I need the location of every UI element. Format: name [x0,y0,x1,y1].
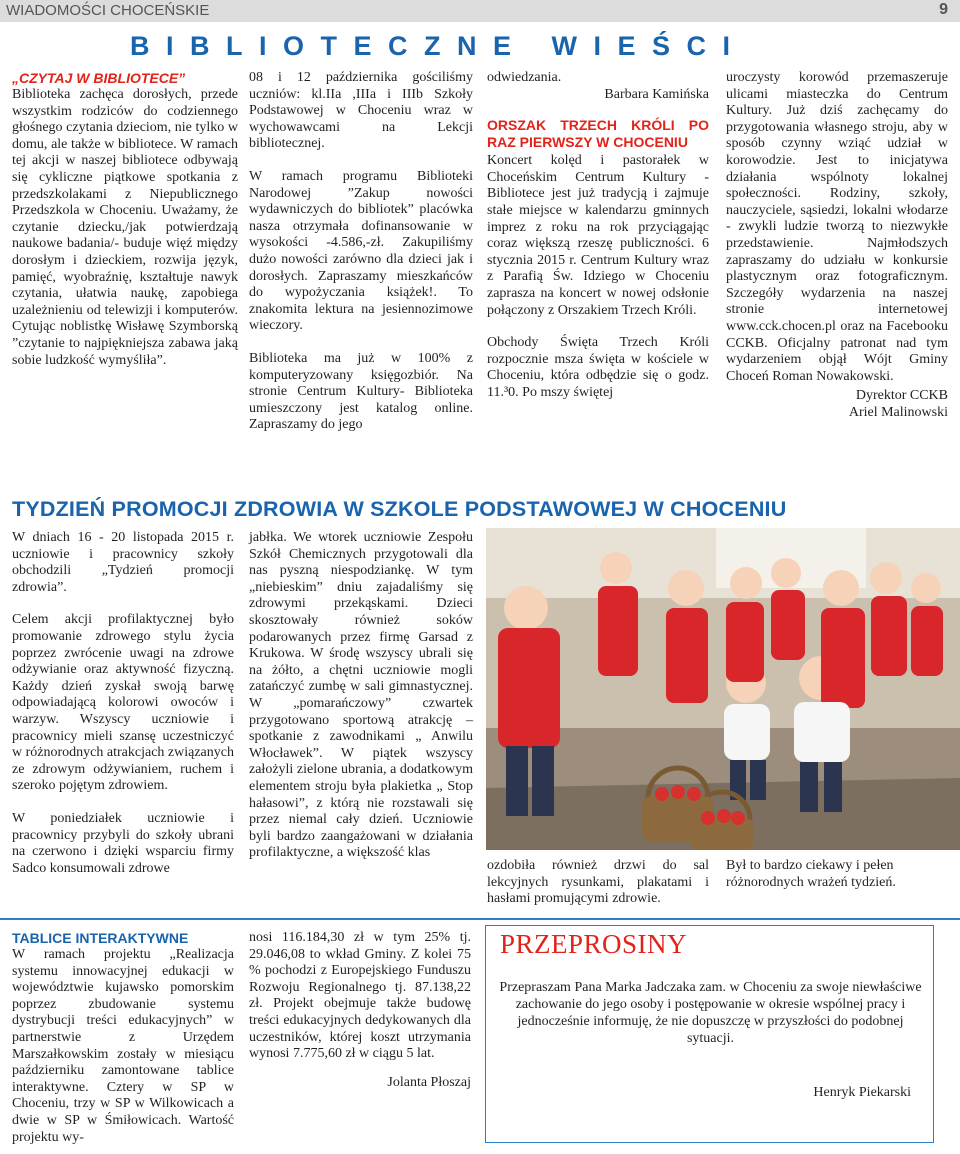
visit-text: odwiedzania. [487,70,562,85]
apology-box [485,925,934,1143]
apology-signature: Henryk Piekarski [813,1085,911,1100]
tablice-column-2 [249,930,471,1091]
orszak-text: Koncert kolęd i pastorałek w Choceńskim Centrum Kultury - Bibliotece jest już tradycją i zajmuje stałe miejsce w kalendarzu gminnych imprez z roku na rok przyciągając coraz większą rzeszę publiczności. 6 stycznia 2015 r. Centrum Kultury wraz z Parafią Św. Idziego w Choceniu zaprasza na koncert w nowej odsłonie połączony z Orszakiem Trzech Króli. [487,153,709,318]
apology-text: Przepraszam Pana Marka Jadczaka zam. w Choceniu za swoje niewłaściwe zachowanie do jego osoby i postępowanie w okresie wspólnej pracy i jednocześnie informuję, że nie dopuszczę w przyszłości do podobnej sytuacji. [499,980,922,1046]
orszak-mass-text: Obchody Święta Trzech Króli rozpocznie msza święta w kościele w Choceniu, która odbędzie się o godz. 11.³0. Po mszy świętej [487,335,709,400]
apology-title: PRZEPROSINY [500,929,688,959]
health-week-days: jabłka. We wtorek uczniowie Zespołu Szkół Chemicznych przygotowali dla nas pyszną niespodziankę. W tym „niebieskim” dniu zajadaliśmy się zdrowymi przekąskami. Dzieci skosztowały również soków podarowanych przez firmę Garsad z Krukowa. W środę wszyscy ubrali się na żółto, a chętni uczniowie mogli zatańczyć zumbę w sali gimnastycznej. W „pomarańczowy” czwartek przygotowano sportową atrakcję – spotkanie z zawodnikami „ Anwilu Włocławek”. W piątek wszyscy założyli zielone ubrania, a dodatkowym elementem stroju była plakietka „ Stop hałasowi”, z którą nie rozstawali się przez niemal cały dzień. Uczniowie byli bardzo zaangażowani w działania profilaktyczne, a większość klas [249,530,473,861]
national-library-text: W ramach programu Biblioteki Narodowej ”Zakup nowości wydawniczych do bibliotek” placówka nasza otrzymała dofinansowanie w wysokości -4.586,-zł. Zakupiliśmy dużo nowości zarówno dla dzieci jak i dorosłych. Zapraszamy mieszkańców do wypożyczania książek!. To znakomita lektura na jesiennozimowe wieczory. [249,168,473,334]
author-kaminska: Barbara Kamińska [604,86,709,102]
library-column-3 [487,70,709,402]
library-column-4 [726,70,948,421]
signature-role: Dyrektor CCKB [855,388,948,404]
library-column-2 [249,70,473,434]
health-monday: W poniedziałek uczniowie i pracownicy przybyli do szkoły ubrani na czerwono i dzięki wsparciu firmy Sadco konsumowali zdrowe [12,810,234,876]
tablice-text-2: nosi 116.184,30 zł w tym 25% tj. 29.046,08 to wkład Gminy. Z kolei 75 % pochodzi z Europejskiego Funduszu Rozwoju Regionalnego tj. 87.138,22 zł. Projekt obejmuje także budowę treści edukacyjnych dedykowanych dla uczestników, której koszt utrzymania wynosi 7.775,60 zł w ciągu 5 lat. [249,930,471,1062]
tablice-heading: TABLICE INTERAKTYWNE [12,930,189,946]
catalog-text: Biblioteka ma już w 100% z komputeryzowany księgozbiór. Na stronie Centrum Kultury- Biblioteka umieszczony jest katalog online. Zapraszamy do jego [249,350,473,433]
lesson-text: 08 i 12 października gościliśmy uczniów: kl.IIa ,IIIa i IIIb Szkoły Podstawowej w Choceniu wraz w wychowawcami na Lekcji bibliotecznej. [249,70,473,152]
tablice-author: Jolanta Płoszaj [387,1074,471,1090]
health-column-3 [487,858,709,908]
signature-name: Ariel Malinowski [848,404,948,420]
tablice-text-1: W ramach projektu „Realizacja systemu innowacyjnej edukacji w województwie kujawsko pomorskim poprzez zbudowanie systemu dystrybucji treści edukacyjnych” w partnerstwie z Urzędem Marszałkowskim zostały w miesiącu październiku zamontowane tablice interaktywne. Cztery w SP w Choceniu, trzy w SP w Wilkowicach a dwie w SP w Śmiłowicach. Wartość projektu wy- [12,947,234,1145]
health-week-title: TYDZIEŃ PROMOCJI ZDROWIA W SZKOLE PODSTAWOWEJ W CHOCENIU [12,497,787,521]
health-column-2 [249,530,473,862]
page-number: 9 [939,1,948,18]
health-column-1 [12,530,234,877]
health-goal: Celem akcji profilaktycznej było promowanie zdrowego stylu życia poprzez zwrócenie uwagi na zdrowe odżywianie oraz aktywność fizyczną. Każdy dzień zyskał swoją barwę odpowiadającą kolorowi owoców i warzyw. Wszyscy uczniowie i pracownicy mieli szansę uczestniczyć w różnorodnych atrakcjach związanych ze zdrowym odżywianiem, ruchem i szeroko pojętym zdrowiem. [12,612,234,794]
section-divider [0,918,960,920]
section-banner: BIBLIOTECZNE WIEŚCI [130,31,747,61]
library-column-1 [12,70,238,369]
health-decorations: ozdobiła również drzwi do sal lekcyjnych rysunkami, plakatami i hasłami promującymi zdrowie. [487,858,709,907]
section-name: WIADOMOŚCI CHOCEŃSKIE [6,2,210,19]
orszak-heading: ORSZAK TRZECH KRÓLI PO RAZ PIERWSZY W CHOCENIU [487,117,709,151]
health-column-4 [726,858,948,891]
tablice-column-1 [12,930,234,1146]
korowod-text: uroczysty korowód przemaszeruje ulicami miasteczka do Centrum Kultury. Już dziś zachęcamy do przygotowania własnego stroju, aby w sposób czynny wziąć udział w korowodzie. Jest to inicjatywa działania wspólnoty lokalnej społeczności. Rodziny, szkoły, nauczyciele, sąsiedzi, lokalni włodarze - zwykli ludzie tworzą to niezwykłe przedstawienie. Najmłodszych zapraszamy do udziału w konkursie plastycznym oraz fotograficznym. Szczegóły wydarzenia na naszej stronie internetowej www.cck.chocen.pl oraz na Facebooku CCKB. Oficjalny patronat nad tym wydarzeniem objął Wójt Gminy Choceń Roman Nowakowski. [726,70,948,384]
page-header [0,0,960,22]
czytaj-text: Biblioteka zachęca dorosłych, przede wszystkim rodziców do codziennego głośnego czytania dzieciom, nie tylko w domu, ale także w bibliotece. W ramach tej akcji w naszej bibliotece odbywają się cykliczne piątkowe spotkania z przedszkolakami z Niepublicznego Przedszkola w Choceniu. Uważamy, że czytanie dziecku,/jak potwierdzają naukowe badania/- buduje więź między dorosłym i dzieckiem, rozwija język, pamięć, wyobraźnię, kształtuje nawyk czytania, ułatwia naukę, zapobiega uzależnieniu od telewizji i komputerów. Cytując noblistkę Wisławę Szymborską ”czytanie to najpiękniejsza zabawa jaką sobie ludzkość wymyśliła”. [12,87,238,368]
students-photo [486,528,960,850]
health-intro: W dniach 16 - 20 listopada 2015 r. uczniowie i pracownicy szkoły obchodzili „Tydzień promocji zdrowia”. [12,530,234,595]
health-closing: Był to bardzo ciekawy i pełen różnorodnych wrażeń tydzień. [726,858,896,890]
czytaj-heading: „CZYTAJ W BIBLIOTECE” [12,70,186,86]
